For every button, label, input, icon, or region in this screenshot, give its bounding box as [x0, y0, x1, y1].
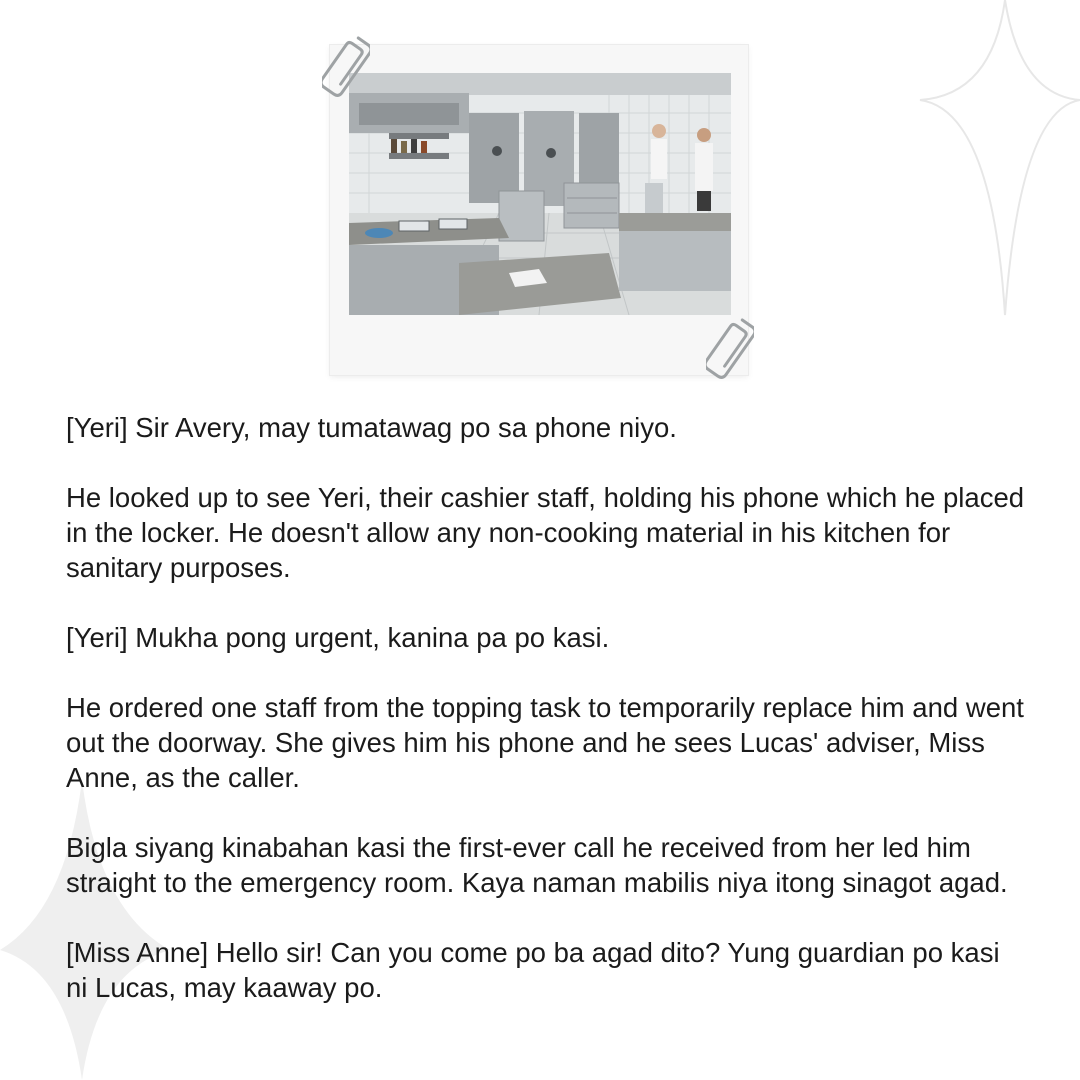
paper-clip-icon — [322, 32, 370, 100]
sparkle-decoration-top-right — [760, 0, 1080, 320]
story-paragraph: Bigla siyang kinabahan kasi the first-ever call he received from her led him straight to the emergency room. Kaya naman mabilis niya itong sinagot agad. — [66, 832, 1008, 898]
photo-frame — [330, 45, 748, 375]
story-paragraph: He looked up to see Yeri, their cashier staff, holding his phone which he placed in the locker. He doesn't allow any non-cooking material in his kitchen for sanitary purposes. — [66, 482, 1025, 583]
kitchen-photo — [349, 73, 731, 315]
story-paragraph: [Miss Anne] Hello sir! Can you come po ba agad dito? Yung guardian po kasi ni Lucas, may kaaway po. — [66, 937, 1000, 1003]
story-paragraph: [Yeri] Sir Avery, may tumatawag po sa phone niyo. — [66, 412, 677, 443]
story-text — [66, 410, 1026, 1040]
story-paragraph: He ordered one staff from the topping task to temporarily replace him and went out the doorway. She gives him his phone and he sees Lucas' adviser, Miss Anne, as the caller. — [66, 692, 1024, 793]
story-paragraph: [Yeri] Mukha pong urgent, kanina pa po kasi. — [66, 622, 610, 653]
paper-clip-icon — [706, 314, 754, 382]
